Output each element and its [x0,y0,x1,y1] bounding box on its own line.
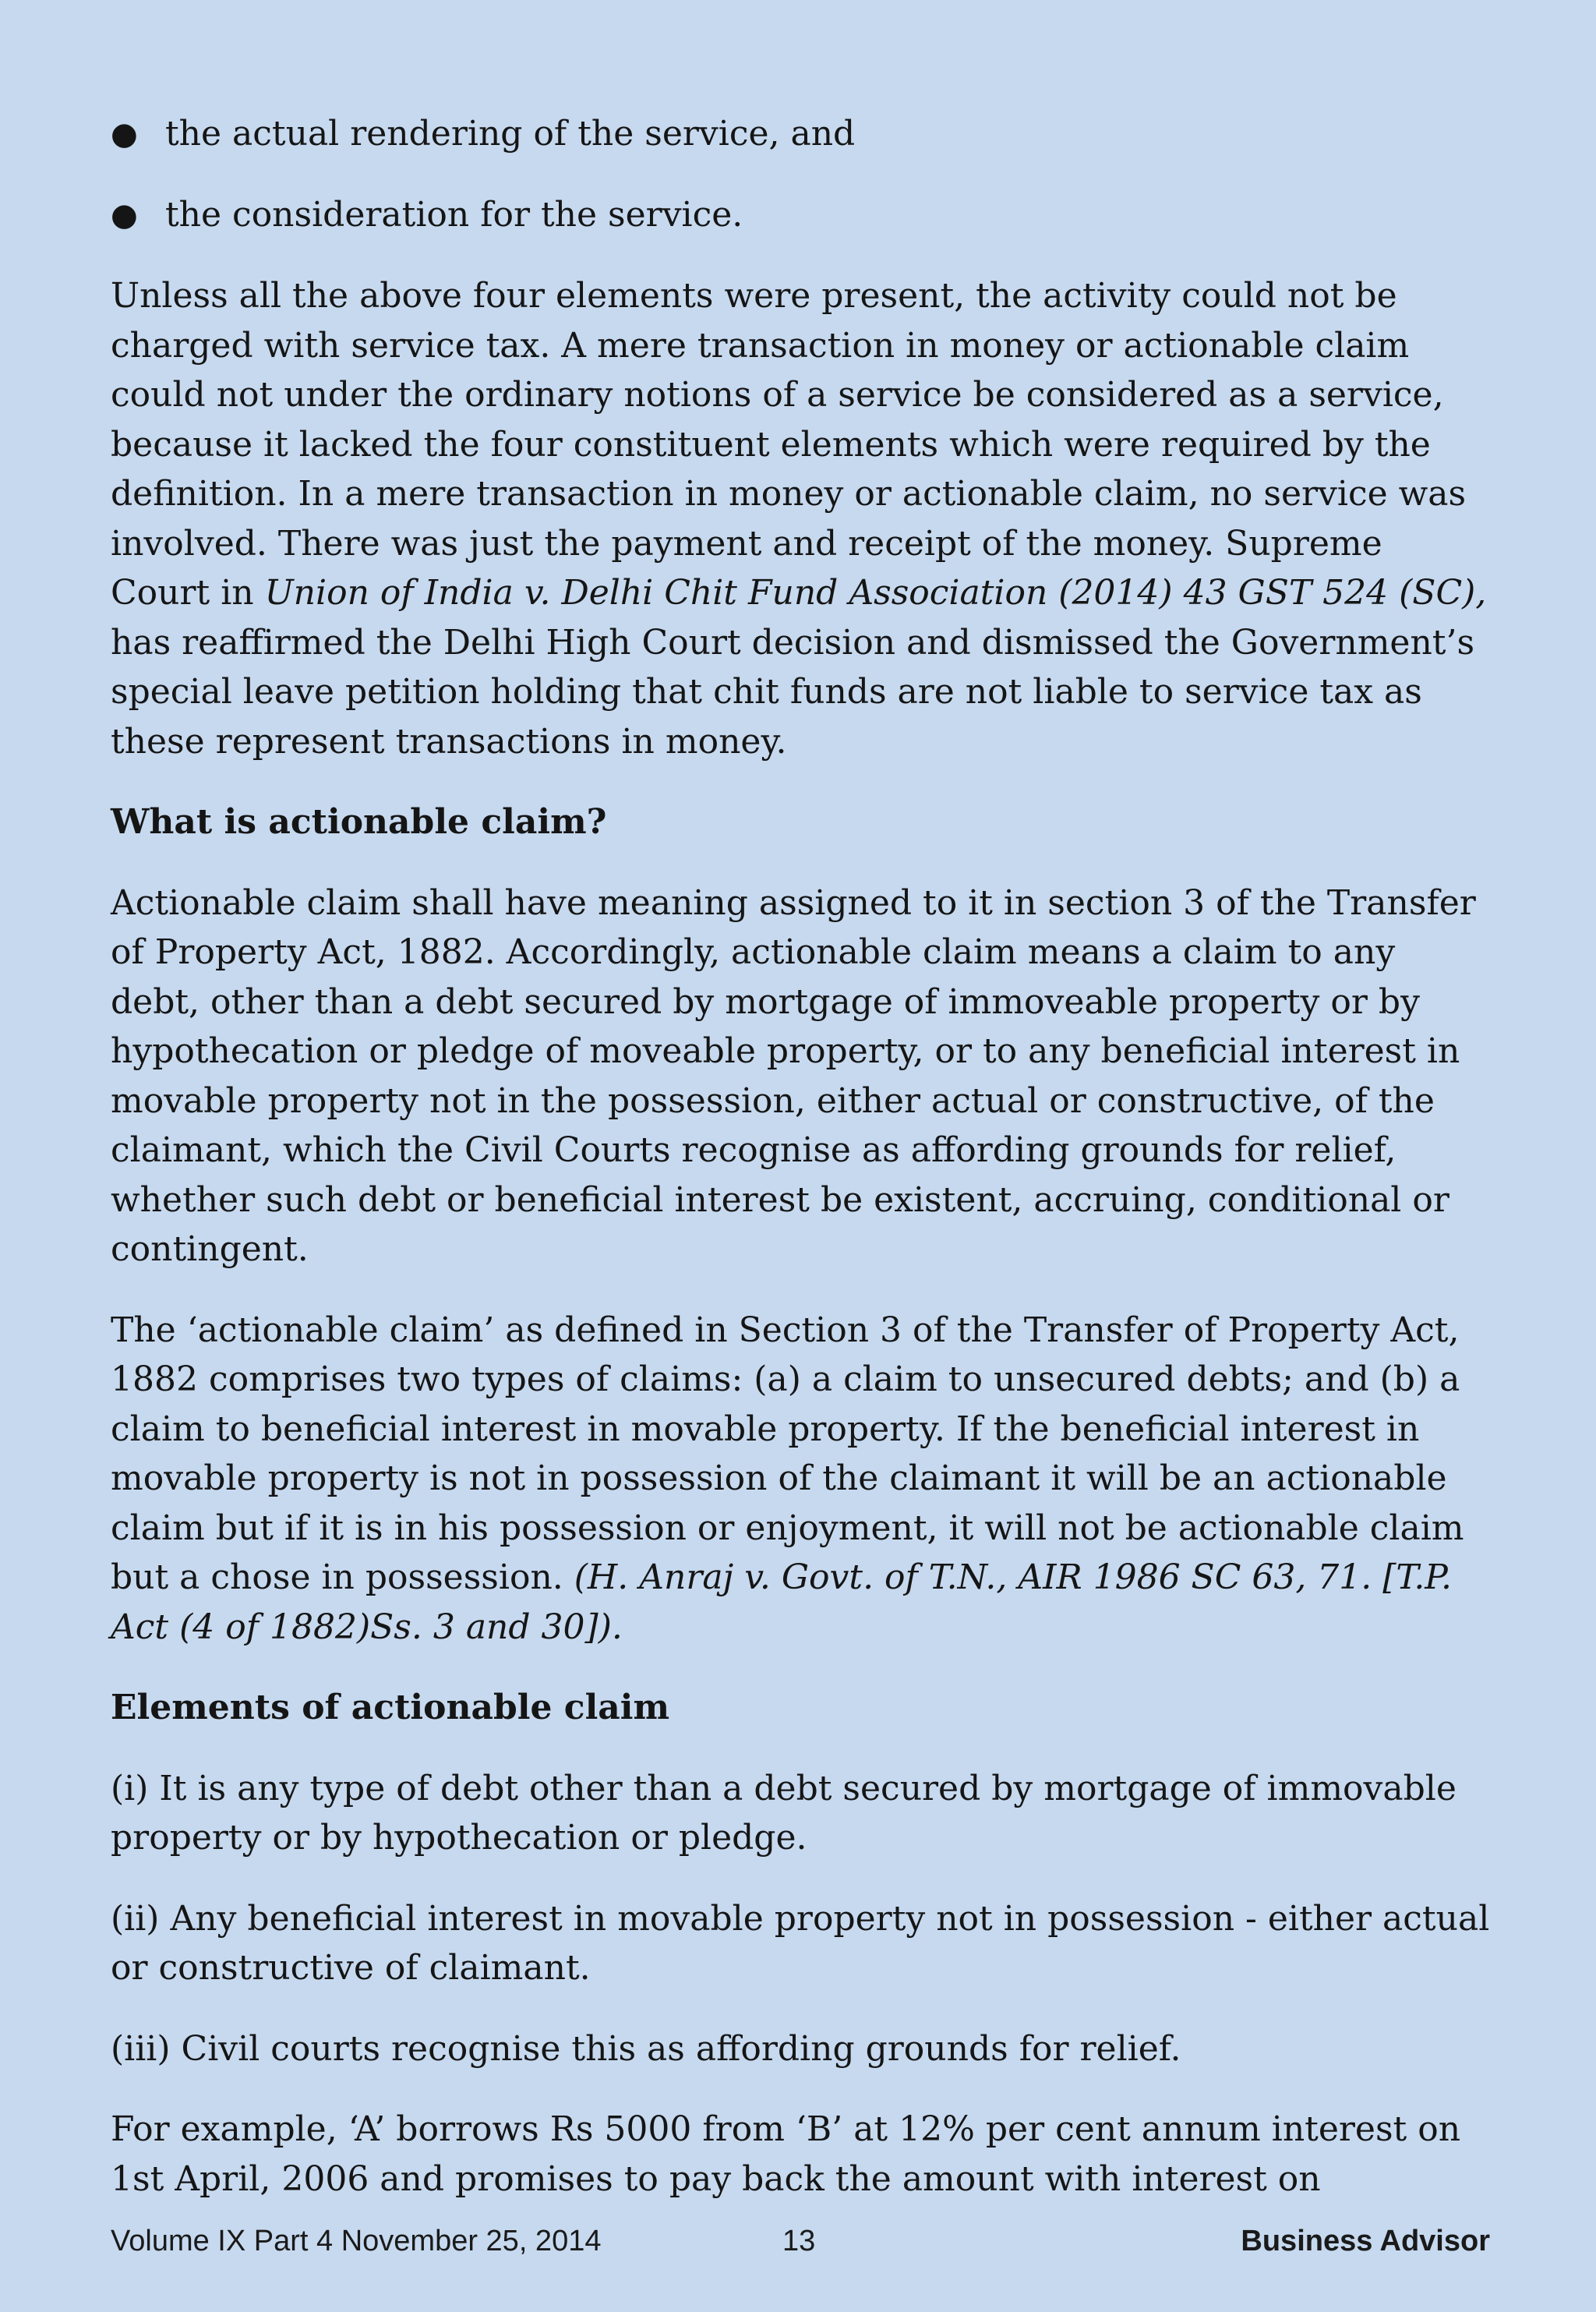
element-item: (ii) Any beneficial interest in movable property not in possession - either actual or constructive of claimant. [111,1898,1490,1988]
bullet-item [111,109,1490,159]
element-item: (i) It is any type of debt other than a debt secured by mortgage of immovable property or by hypothecation or pledge. [111,1768,1457,1858]
paragraph-text: has reaffirmed the Delhi High Court decision and dismissed the Government’s special leave petition holding that chit funds are not liable to service tax as these represent transactions in money. [111,622,1475,762]
footer-issue: Volume IX Part 4 November 25, 2014 [111,2225,602,2257]
paragraph-types-of-claims [111,1306,1490,1653]
case-citation: Union of India v. Delhi Chit Fund Association (2014) 43 GST 524 (SC), [264,573,1487,613]
element-item: (iii) Civil courts recognise this as affording grounds for relief. [111,2028,1181,2069]
footer-publication: Business Advisor [1241,2225,1490,2257]
bullet-item [111,190,1490,240]
paragraph-definition: Actionable claim shall have meaning assigned to it in section 3 of the Transfer of Property Act, 1882. Accordingly, actionable claim means a claim to any debt, other than a debt secured by mortgage of immoveable property or by hypothecation or pledge of moveable property, or to any beneficial interest in movable property not in the possession, either actual or constructive, of the claimant, which the Civil Courts recognise as affording grounds for relief, whether such debt or beneficial interest be existent, accruing, conditional or contingent. [111,882,1476,1269]
case-citation: (H. Anraj v. Govt. of T.N., AIR 1986 SC 63, 71. [T.P. Act (4 of 1882)Ss. 3 and 30]). [111,1557,1452,1647]
section-heading-actionable-claim: What is actionable claim? [111,802,607,842]
footer-page-number: 13 [782,2225,816,2257]
paragraph-text: The ‘actionable claim’ as defined in Section 3 of the Transfer of Property Act, 1882 comprises two types of claims: (a) a claim to unsecured debts; and (b) a claim to beneficial interest in movable property. If the beneficial interest in movable property is not in possession of the claimant it will be an actionable claim but if it is in his possession or enjoyment, it will not be actionable claim but a chose in possession. [111,1310,1464,1597]
paragraph-text: Unless all the above four elements were present, the activity could not be charged with service tax. A mere transaction in money or actionable claim could not under the ordinary notions of a service be considered as a service, because it lacked the four constituent elements which were required by the definition. In a mere transaction in money or actionable claim, no service was involved. There was just the payment and receipt of the money. Supreme Court in [111,276,1467,613]
bullet-text: the consideration for the service. [165,195,743,235]
page-footer [111,2222,1490,2261]
bullet-icon: ● [111,116,138,152]
bullet-icon: ● [111,197,138,233]
paragraph-chit-fund [111,271,1490,766]
paragraph-example: For example, ‘A’ borrows Rs 5000 from ‘B’ at 12% per cent annum interest on 1st April, 2006 and promises to pay back the amount with interest on [111,2109,1461,2199]
bullet-text: the actual rendering of the service, and [165,114,856,154]
document-body [111,109,1490,2235]
section-heading-elements: Elements of actionable claim [111,1688,670,1727]
